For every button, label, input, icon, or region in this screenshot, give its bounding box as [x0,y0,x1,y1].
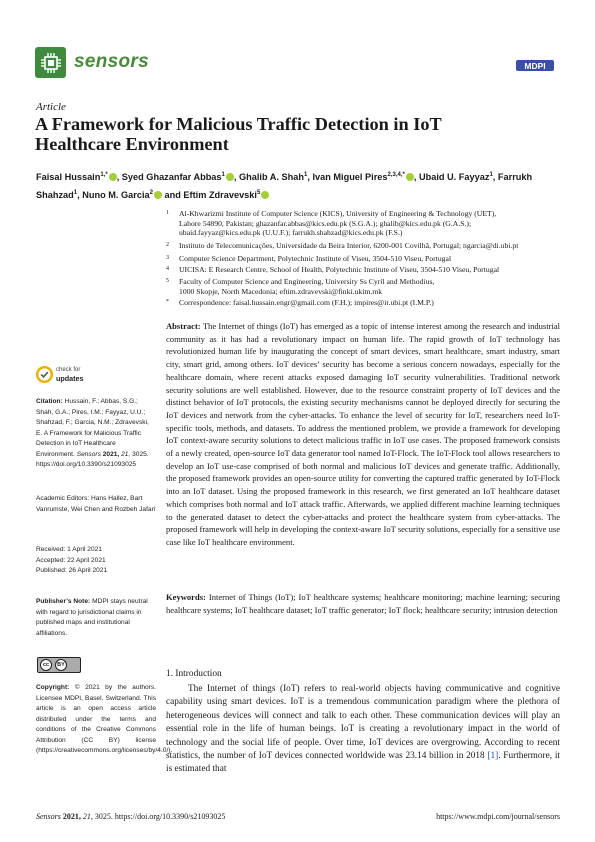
affiliation-number: * [166,299,169,305]
affiliation-item [166,209,566,238]
affiliation-item [166,254,566,264]
cc-icon: cc [40,659,52,671]
keywords-text: Internet of Things (IoT); IoT healthcare systems; healthcare monitoring; machine learning; securing healthcare systems; IoT healthcare dataset; IoT traffic generator; IoT flock; healthcare security; intrusion detection [166,592,560,615]
author-affiliation-mark: 1 [489,172,493,178]
author-name: Syed Ghazanfar Abbas [121,172,222,183]
author-name: Faisal Hussain [36,172,101,183]
author-name: Eftim Zdravevski [183,190,257,201]
section-heading-introduction: 1. Introduction [166,669,222,679]
accepted-date: Accepted: 22 April 2021 [36,556,106,564]
copyright-label: Copyright: [36,684,70,691]
author-affiliation-mark: 1,* [100,172,108,178]
citation-block [36,397,156,471]
affiliation-item [166,277,566,296]
orcid-icon[interactable] [154,191,162,199]
orcid-icon[interactable] [261,191,269,199]
dates-block [36,545,156,577]
cc-by-license-badge[interactable] [37,657,81,673]
keywords-label: Keywords: [166,592,206,602]
affiliation-line: Al-Khwarizmi Institute of Computer Science (KICS), University of Engineering & Technology (UET), [179,209,497,218]
article-type: Article [36,101,66,113]
check-updates-line2: updates [56,374,84,383]
author-affiliation-mark: 1 [73,190,78,197]
footer-journal-url[interactable]: https://www.mdpi.com/journal/sensors [436,812,560,821]
author-affiliation-mark: 5 [256,190,261,197]
affiliation-item [166,265,566,275]
author-separator: , [77,190,83,201]
author-name: Ivan Miguel Pires [312,172,388,183]
check-updates-line1: check for [56,367,81,373]
footer-year: 2021, [62,812,81,821]
author-separator: , [307,172,313,183]
affiliation-item [166,298,566,308]
author-affiliation-mark: 2,3,4,* [387,172,405,178]
footer-doi[interactable]: 3025. https://doi.org/10.3390/s21093025 [94,812,226,821]
affiliation-item [166,241,566,251]
citation-doi[interactable]: 3025. https://doi.org/10.3390/s21093025 [36,450,149,468]
citation-journal: Sensors [76,450,101,458]
author-name: Nuno M. Garcia [82,190,150,201]
article-title: A Framework for Malicious Traffic Detection in IoT Healthcare Environment [35,114,442,154]
affiliation-line: ubaid.fayyaz@kics.edu.pk (U.U.F.); farrukh.shahzad@kics.edu.pk (F.S.) [179,228,403,238]
author-affiliation-mark: 2 [149,190,153,197]
orcid-icon[interactable] [109,173,117,181]
citation-label: Citation: [36,398,63,405]
intro-text-part2: . Furthermore, it is estimated that [166,751,560,775]
check-for-updates-badge[interactable] [35,364,135,388]
author-affiliation-mark: 1 [303,172,308,178]
intro-text-part1: The Internet of things (IoT) refers to real-world objects having communicative and cognitive capability using smart devices. IoT is a tremendous communication paradigm where the plethora of heterogeneous devices will connect and talk to each other. These communication devices will play an essential role in the life of human beings. IoT is creating a revolutionary impact in the world of technology and the social life of people. Over time, IoT devices are overgrowing. According to recent statistics, the number of IoT devices connected worldwide was 23.14 billion in 2018 [166,684,560,762]
keywords [166,591,560,616]
publisher-note-text: MDPI stays neutral with regard to jurisdictional claims in published maps and institutional affiliations. [36,598,148,637]
publisher-note-label: Publisher’s Note: [36,598,91,605]
author-affiliation-mark: 1 [221,172,225,178]
footer-citation [36,812,225,821]
affiliation-line: Instituto de Telecomunicações, Universidade da Beira Interior, 6200-001 Covilhã, Portugal; ngarcia@di.ubi.pt [179,241,519,250]
affiliation-line: Computer Science Department, Polytechnic Institute of Viseu, 3504-510 Viseu, Portugal [179,254,452,263]
published-date: Published: 26 April 2021 [36,567,108,574]
author-list [36,167,561,203]
affiliation-number: 4 [166,266,169,272]
author-separator: , [116,172,122,183]
author-name: Farrukh Shahzad [36,172,533,201]
author-separator: , [492,172,498,183]
citation-volume: 21, [121,450,131,458]
orcid-icon[interactable] [226,173,234,181]
affiliation-line: UICISA: E Research Centre, School of Health, Polytechnic Institute of Viseu, 3504-510 Viseu, Portugal [179,265,500,274]
publisher-note [36,597,156,639]
author-separator: , [233,172,239,183]
abstract-text: The Internet of things (IoT) has emerged as a topic of intense interest among the research and industrial community as it has had a revolutionary impact on human life. The rapid growth of IoT technology has revolutionized human life by inaugurating the concept of smart devices, smart healthcare, smart industry, smart city, smart grid, among others. IoT devices’ security has become a serious concern nowadays, especially for the healthcare domain, where recent attacks exposed damaging IoT security vulnerabilities. Traditional network security solutions are well established. However, due to the resource constraint property of IoT devices and the distinct behavior of IoT protocols, the existing security mechanisms cannot be deployed directly for securing the IoT devices and network from the cyber-attacks. To enhance the level of security for IoT, researchers need IoT-specific tools, methods, and datasets. To address the mentioned problem, we provide a framework for developing IoT context-aware security solutions to detect malicious traffic in IoT use cases. The proposed framework consists of a newly created, open-source IoT data generator tool named IoT-Flock. The IoT-Flock tool allows researchers to develop an IoT use-case comprised of both normal and malicious IoT devices and generate traffic. Additionally, the proposed framework provides an open-source utility for converting the captured traffic generated by IoT-Flock into an IoT dataset. Using the proposed framework in this research, we first generated an IoT healthcare dataset which comprises both normal and IoT attack traffic. Afterwards, we applied different machine learning techniques to the generated dataset to detect the cyber-attacks and protect the healthcare system from cyber-attacks. The proposed framework will help in developing the context-aware IoT security solutions, especially for a sensitive use case like IoT healthcare environment. [166,321,561,547]
mdpi-logo-icon [514,56,556,74]
affiliation-line: Correspondence: faisal.hussain.engr@gmail.com (F.H.); impires@it.ubi.pt (I.M.P.) [179,298,434,307]
received-date: Received: 1 April 2021 [36,546,102,553]
copyright-text: © 2021 by the authors. Licensee MDPI, Basel, Switzerland. This article is an open access article distributed under the terms and conditions of the Creative Commons Attribution (CC BY) license (https://creativecommons.org/licenses/by/4.0/). [36,684,173,754]
abstract [166,320,560,549]
orcid-icon[interactable] [406,173,414,181]
footer-volume: 21, [82,812,93,821]
citation-year: 2021, [102,450,120,458]
citation-link[interactable]: [1] [487,751,499,762]
affiliation-number: 2 [166,242,169,248]
journal-name: sensors [74,51,149,72]
by-icon: BY [55,659,67,671]
affiliation-line: Faculty of Computer Science and Engineering, University Ss Cyril and Methodius, [179,277,435,286]
abstract-label: Abstract: [166,321,201,331]
affiliation-number: 3 [166,255,169,261]
affiliation-line: 1000 Skopje, North Macedonia; eftim.zdravevski@finki.ukim.mk [179,286,383,296]
affiliation-number: 5 [166,278,169,284]
footer-journal: Sensors [36,812,61,821]
author-name: Ghalib A. Shah [238,172,304,183]
academic-editors: Academic Editors: Hans Hallez, Bart Vanrumste, Wei Chen and Rozbeh Jafari [36,495,156,513]
citation-text: Hussain, F.; Abbas, S.G.; Shah, G.A.; Pires, I.M.; Fayyaz, U.U.; Shahzad, F.; Garcia, N.M.; Zdravevski, E. A Framework for Malicious Traffic Detection in IoT Healthcare Environment. [36,398,149,458]
journal-logo-icon [35,47,66,78]
affiliation-number: 1 [166,210,169,216]
copyright-block [36,683,173,757]
introduction-paragraph [166,683,560,777]
author-name: Ubaid U. Fayyaz [418,172,490,183]
mdpi-logo-text: MDPI [524,60,546,71]
author-separator: , [413,172,419,183]
check-updates-icon [35,365,54,384]
author-separator: and [161,190,184,201]
affiliation-line: Lahore 54890, Pakistan; ghazanfar.abbas@kics.edu.pk (S.G.A.); ghalib@kics.edu.pk (G.A.S.); [179,218,472,228]
